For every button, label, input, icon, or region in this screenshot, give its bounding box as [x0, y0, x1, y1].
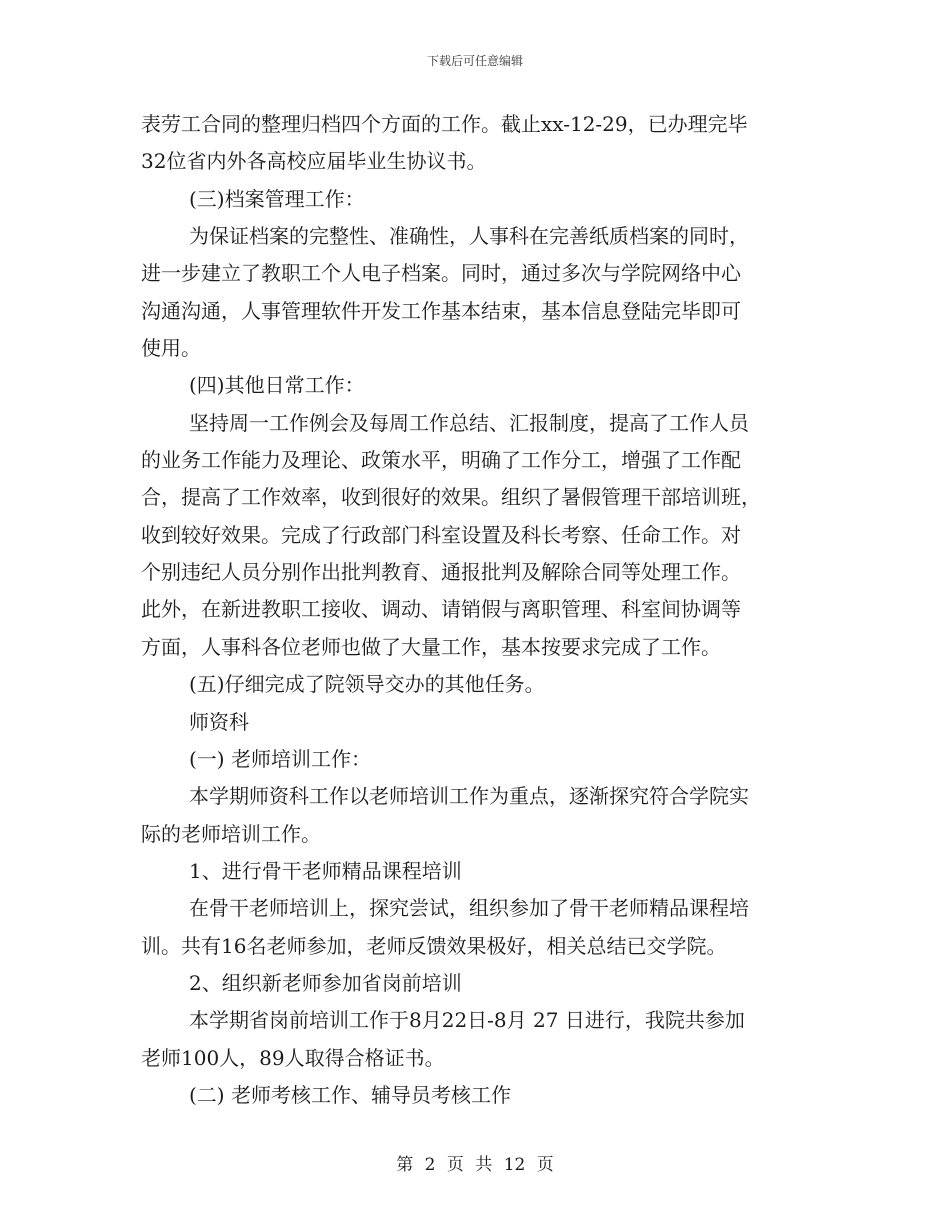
- section-heading: 师资科: [189, 709, 249, 734]
- page-footer: 第 2 页 共 12 页: [396, 1155, 554, 1175]
- paragraph-line: 进一步建立了教职工个人电子档案。同时，通过多次与学院网络中心: [141, 261, 741, 286]
- paragraph-line: 本学期省岗前培训工作于8月22日-8月 27 日进行，我院共参加: [189, 1008, 745, 1033]
- paragraph-line: 个别违纪人员分别作出批判教育、通报批判及解除合同等处理工作。: [141, 560, 741, 585]
- paragraph-line: 为保证档案的完整性、准确性，人事科在完善纸质档案的同时，: [189, 224, 749, 249]
- paragraph-line: 表劳工合同的整理归档四个方面的工作。截止xx-12-29，已办理完毕: [141, 112, 748, 136]
- paragraph-line: 老师100人，89人取得合格证书。: [141, 1045, 445, 1070]
- paragraph-line: 本学期师资科工作以老师培训工作为重点，逐渐探究符合学院实: [189, 784, 749, 809]
- paragraph-line: (三)档案管理工作：: [189, 186, 365, 211]
- paragraph-line: 的业务工作能力及理论、政策水平，明确了工作分工，增强了工作配: [141, 448, 741, 473]
- paragraph-line: 坚持周一工作例会及每周工作总结、汇报制度，提高了工作人员: [189, 410, 749, 435]
- body-text: [141, 106, 811, 1114]
- paragraph-line: 使用。: [141, 336, 201, 361]
- page-header: 下载后可任意编辑: [426, 54, 523, 68]
- paragraph-line: (一) 老师培训工作：: [189, 746, 371, 771]
- paragraph-line: (五)仔细完成了院领导交办的其他任务。: [189, 672, 545, 697]
- paragraph-line: (二) 老师考核工作、辅导员考核工作: [189, 1082, 511, 1107]
- paragraph-line: 合，提高了工作效率，收到很好的效果。组织了暑假管理干部培训班，: [141, 485, 761, 510]
- paragraph-line: (四)其他日常工作：: [189, 373, 365, 398]
- paragraph-line: 1、进行骨干老师精品课程培训: [189, 858, 462, 883]
- paragraph-line: 际的老师培训工作。: [141, 821, 321, 846]
- paragraph-line: 在骨干老师培训上，探究尝试，组织参加了骨干老师精品课程培: [189, 896, 749, 921]
- paragraph-line: 32位省内外各高校应届毕业生协议书。: [141, 149, 487, 174]
- paragraph-line: 沟通沟通，人事管理软件开发工作基本结束，基本信息登陆完毕即可: [141, 298, 741, 323]
- paragraph-line: 此外，在新进教职工接收、调动、请销假与离职管理、科室间协调等: [141, 597, 741, 622]
- paragraph-line: 方面，人事科各位老师也做了大量工作，基本按要求完成了工作。: [141, 634, 721, 659]
- paragraph-line: 收到较好效果。完成了行政部门科室设置及科长考察、任命工作。对: [141, 522, 741, 547]
- paragraph-line: 2、组织新老师参加省岗前培训: [189, 970, 462, 995]
- paragraph-line: 训。共有16名老师参加，老师反馈效果极好，相关总结已交学院。: [141, 933, 727, 958]
